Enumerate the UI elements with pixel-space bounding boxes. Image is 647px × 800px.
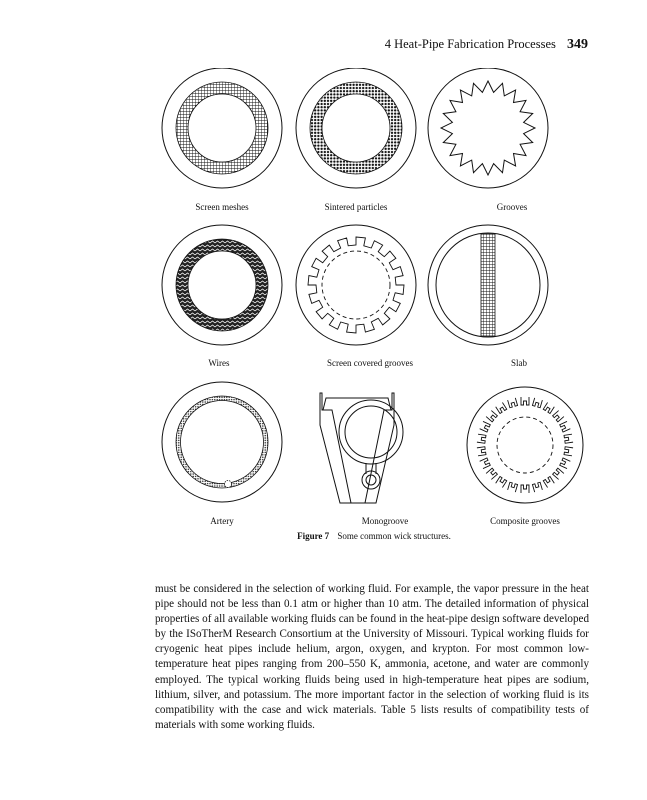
page-number: 349 xyxy=(567,37,588,52)
label-sintered-particles: Sintered particles xyxy=(324,202,388,212)
label-screen-meshes: Screen meshes xyxy=(195,202,249,212)
composite-groove-mark xyxy=(543,476,554,487)
composite-groove-mark xyxy=(560,421,571,432)
grooves-diagram xyxy=(428,68,548,188)
label-grooves: Grooves xyxy=(496,202,528,212)
label-monogroove: Monogroove xyxy=(361,516,409,526)
composite-groove-mark xyxy=(477,447,486,456)
label-artery: Artery xyxy=(210,516,234,526)
running-header xyxy=(0,37,588,53)
composite-groove-mark xyxy=(564,447,573,456)
composite-grooves-diagram xyxy=(467,387,583,503)
composite-groove-mark xyxy=(486,468,497,479)
figure-number: Figure 7 xyxy=(297,531,330,541)
screen-covered-grooves-diagram xyxy=(296,225,416,345)
composite-groove-mark xyxy=(486,411,497,422)
wick-structures-figure xyxy=(150,68,610,588)
figure-caption xyxy=(0,531,647,541)
figure-caption-text: Some common wick structures. xyxy=(337,531,451,541)
composite-groove-mark xyxy=(521,485,529,493)
composite-groove-mark xyxy=(477,434,486,443)
composite-groove-mark xyxy=(543,402,554,413)
composite-groove-mark xyxy=(521,397,529,405)
composite-groove-mark xyxy=(496,476,507,487)
composite-groove-mark xyxy=(564,434,573,443)
label-slab: Slab xyxy=(510,358,528,368)
label-wires: Wires xyxy=(208,358,230,368)
sintered-particles-diagram xyxy=(296,68,416,188)
composite-groove-mark xyxy=(508,398,518,408)
composite-groove-mark xyxy=(496,402,507,413)
label-screen-covered-grooves: Screen covered grooves xyxy=(327,358,413,368)
composite-groove-mark xyxy=(532,398,542,408)
monogroove-diagram xyxy=(320,393,403,503)
slab-diagram xyxy=(428,225,548,345)
artery-diagram xyxy=(162,382,282,502)
composite-groove-mark xyxy=(508,482,518,492)
composite-groove-mark xyxy=(553,468,564,479)
composite-groove-mark xyxy=(553,411,564,422)
body-paragraph: must be considered in the selection of working fluid. For example, the vapor pressure in the heat pipe should not be less than 0.1 atm or higher than 10 atm. The detailed information of physical properties of all available working fluids can be found in the heat-pipe design software developed by the ISoTherM Research Consortium at the University of Missouri. Typical working fluids for cryogenic heat pipes include helium, argon, oxygen, and krypton. For most common low-temperature heat pipes ranging from 200–550 K, ammonia, acetone, and water are commonly employed. The typical working fluids being used in high-temperature heat pipes are sodium, lithium, silver, and potassium. The more important factor in the selection of working fluid is its compatibility with the case and wick materials. Table 5 lists results of compatibility tests of materials with some working fluids. xyxy=(155,583,589,731)
label-composite-grooves: Composite grooves xyxy=(490,516,560,526)
composite-groove-mark xyxy=(532,482,542,492)
composite-groove-mark xyxy=(480,458,491,469)
wires-diagram xyxy=(162,225,282,345)
composite-groove-mark xyxy=(480,421,491,432)
screen-meshes-diagram xyxy=(162,68,282,188)
chapter-title: 4 Heat-Pipe Fabrication Processes xyxy=(384,37,556,51)
composite-groove-mark xyxy=(560,458,571,469)
